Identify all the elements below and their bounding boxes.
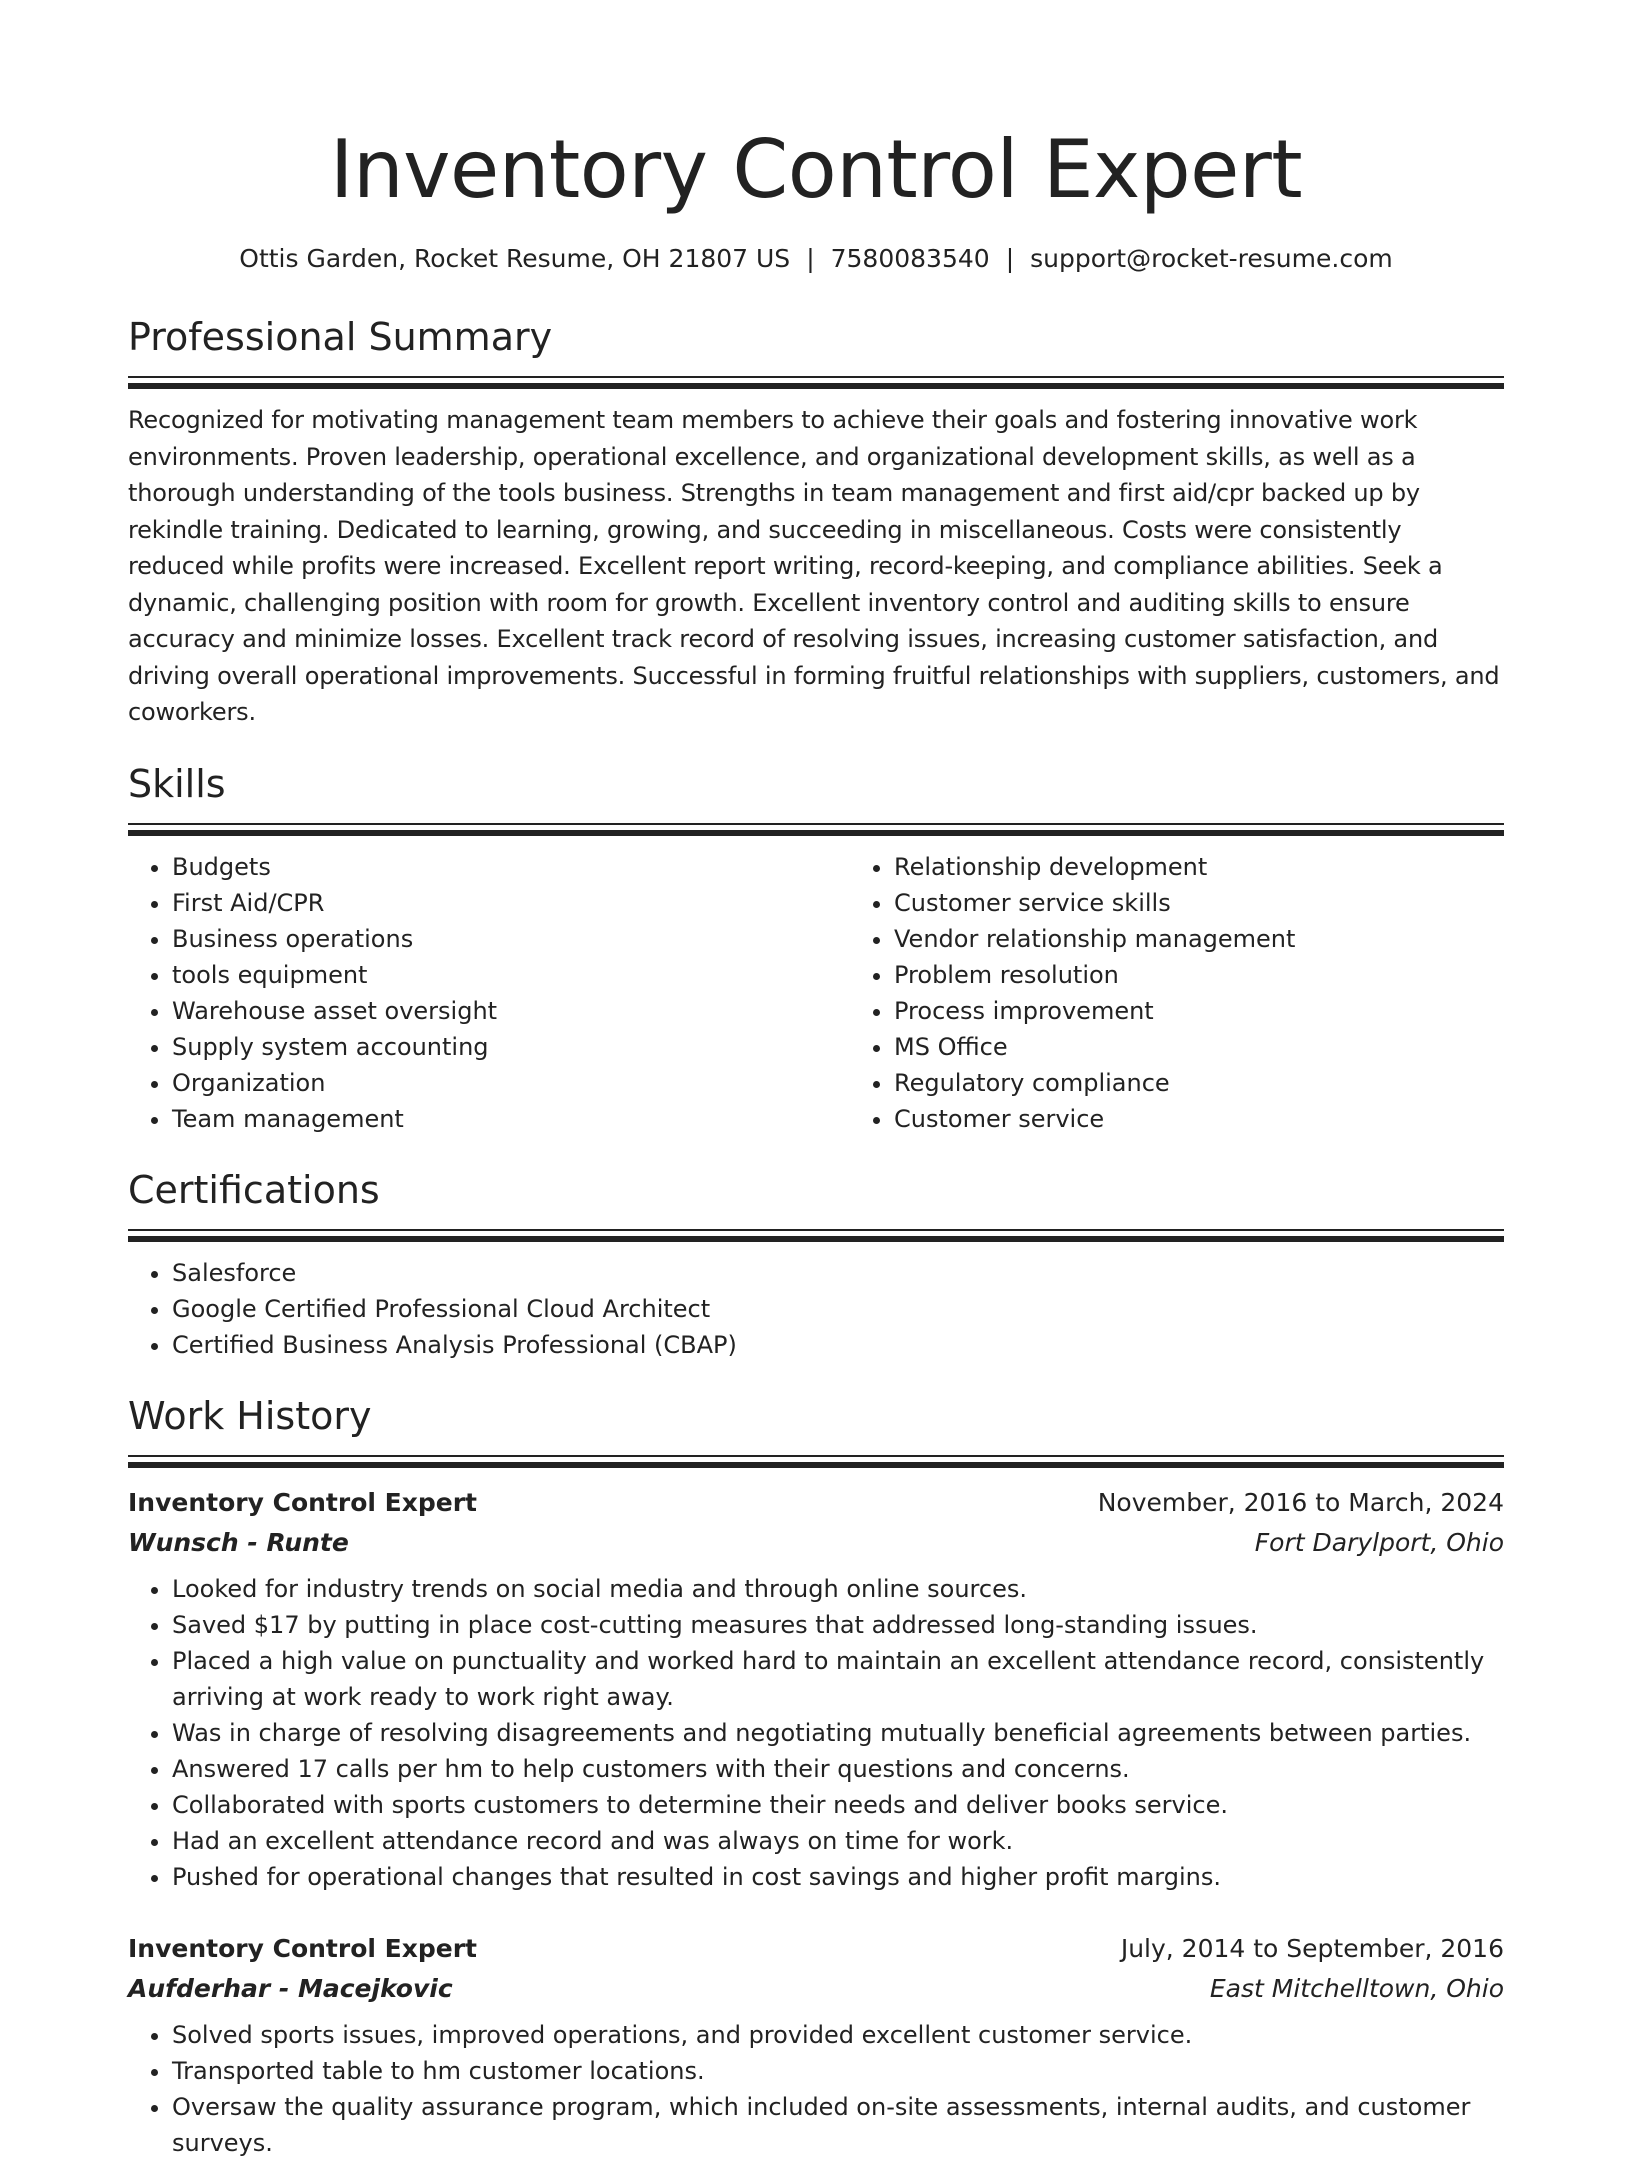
job-header-row [128, 1483, 1504, 1523]
section-divider [128, 1455, 1504, 1469]
skill-item: • Customer service skills [894, 885, 1504, 921]
job-dates: November, 2016 to March, 2024 [1097, 1487, 1504, 1517]
job-location: Fort Darylport, Ohio [1254, 1527, 1504, 1557]
job-company-row [128, 1523, 1504, 1563]
section-title-skills: Skills [128, 761, 226, 806]
contact-line [128, 242, 1504, 276]
section-title-certifications: Certifications [128, 1167, 380, 1212]
certification-item: • Salesforce [172, 1255, 1504, 1291]
job-bullet: • Oversaw the quality assurance program, which included on-site assessments, internal audits, and customer surveys. [172, 2089, 1504, 2161]
skill-item: • Supply system accounting [172, 1029, 850, 1065]
job-company: Wunsch - Runte [128, 1527, 349, 1557]
skill-item: • Organization [172, 1065, 850, 1101]
job-entry [128, 1483, 1504, 1895]
skill-item: • Customer service [894, 1101, 1504, 1137]
summary-text: Recognized for motivating management team members to achieve their goals and fostering innovative work environments. Proven leadership, operational excellence, and organizational development skills, as well as a thorough understanding of the tools business. Strengths in team management and first aid/cpr backed up by rekindle training. Dedicated to learning, growing, and succeeding in miscellaneous. Costs were consistently reduced while profits were increased. Excellent report writing, record-keeping, and compliance abilities. Seek a dynamic, challenging position with room for growth. Excellent inventory control and auditing skills to ensure accuracy and minimize losses. Excellent track record of resolving issues, increasing customer satisfaction, and driving overall operational improvements. Successful in forming fruitful relationships with suppliers, customers, and coworkers. [128, 406, 1500, 726]
work-history-section [128, 1391, 1504, 2161]
section-divider [128, 823, 1504, 837]
job-bullet: • Had an excellent attendance record and was always on time for work. [172, 1823, 1504, 1859]
skill-item: • tools equipment [172, 957, 850, 993]
job-bullet: • Collaborated with sports customers to determine their needs and deliver books service. [172, 1787, 1504, 1823]
job-bullet: • Looked for industry trends on social media and through online sources. [172, 1571, 1504, 1607]
certifications-section [128, 1165, 1504, 1363]
section-title-summary: Professional Summary [128, 315, 553, 359]
job-title: Inventory Control Expert [128, 1487, 477, 1517]
skill-item: • Team management [172, 1101, 850, 1137]
job-company-row [128, 1969, 1504, 2009]
job-company: Aufderhar - Macejkovic [128, 1973, 453, 2003]
job-bullet: • Solved sports issues, improved operations, and provided excellent customer service. [172, 2017, 1504, 2053]
section-divider [128, 376, 1504, 390]
job-bullet: • Saved $17 by putting in place cost-cutting measures that addressed long-standing issues. [172, 1607, 1504, 1643]
resume-name: Inventory Control Expert [329, 123, 1303, 216]
job-dates: July, 2014 to September, 2016 [1120, 1933, 1504, 1963]
job-title: Inventory Control Expert [128, 1933, 477, 1963]
skill-item: • Process improvement [894, 993, 1504, 1029]
skill-item: • Relationship development [894, 849, 1504, 885]
skill-item: • Problem resolution [894, 957, 1504, 993]
job-bullets [128, 2017, 1504, 2161]
job-bullet: • Placed a high value on punctuality and worked hard to maintain an excellent attendance record, consistently arriving at work ready to work right away. [172, 1643, 1504, 1715]
skills-section [128, 759, 1504, 1137]
certification-item: • Certified Business Analysis Professional (CBAP) [172, 1327, 1504, 1363]
job-bullet: • Was in charge of resolving disagreements and negotiating mutually beneficial agreements between parties. [172, 1715, 1504, 1751]
skill-item: • Business operations [172, 921, 850, 957]
skills-grid [128, 849, 1504, 1137]
skill-item: • MS Office [894, 1029, 1504, 1065]
skills-list-right [850, 849, 1504, 1137]
job-bullet: • Answered 17 calls per hm to help customers with their questions and concerns. [172, 1751, 1504, 1787]
skill-item: • First Aid/CPR [172, 885, 850, 921]
job-bullet: • Pushed for operational changes that resulted in cost savings and higher profit margins. [172, 1859, 1504, 1895]
contact-separator: | [806, 244, 815, 273]
skill-item: • Budgets [172, 849, 850, 885]
certifications-list [128, 1255, 1504, 1363]
section-divider [128, 1229, 1504, 1243]
skill-item: • Warehouse asset oversight [172, 993, 850, 1029]
job-bullets [128, 1571, 1504, 1895]
summary-section [128, 312, 1504, 731]
job-header-row [128, 1929, 1504, 1969]
skill-item: • Vendor relationship management [894, 921, 1504, 957]
section-title-work-history: Work History [128, 1393, 372, 1438]
job-entry [128, 1929, 1504, 2161]
job-bullet: • Transported table to hm customer locations. [172, 2053, 1504, 2089]
certification-item: • Google Certified Professional Cloud Architect [172, 1291, 1504, 1327]
contact-phone: 7580083540 [830, 244, 990, 273]
contact-address: Ottis Garden, Rocket Resume, OH 21807 US [239, 244, 791, 273]
skill-item: • Regulatory compliance [894, 1065, 1504, 1101]
skills-list-left [128, 849, 850, 1137]
job-location: East Mitchelltown, Ohio [1209, 1973, 1504, 2003]
contact-email[interactable]: support@rocket-resume.com [1030, 244, 1393, 273]
contact-separator: | [1005, 244, 1015, 273]
